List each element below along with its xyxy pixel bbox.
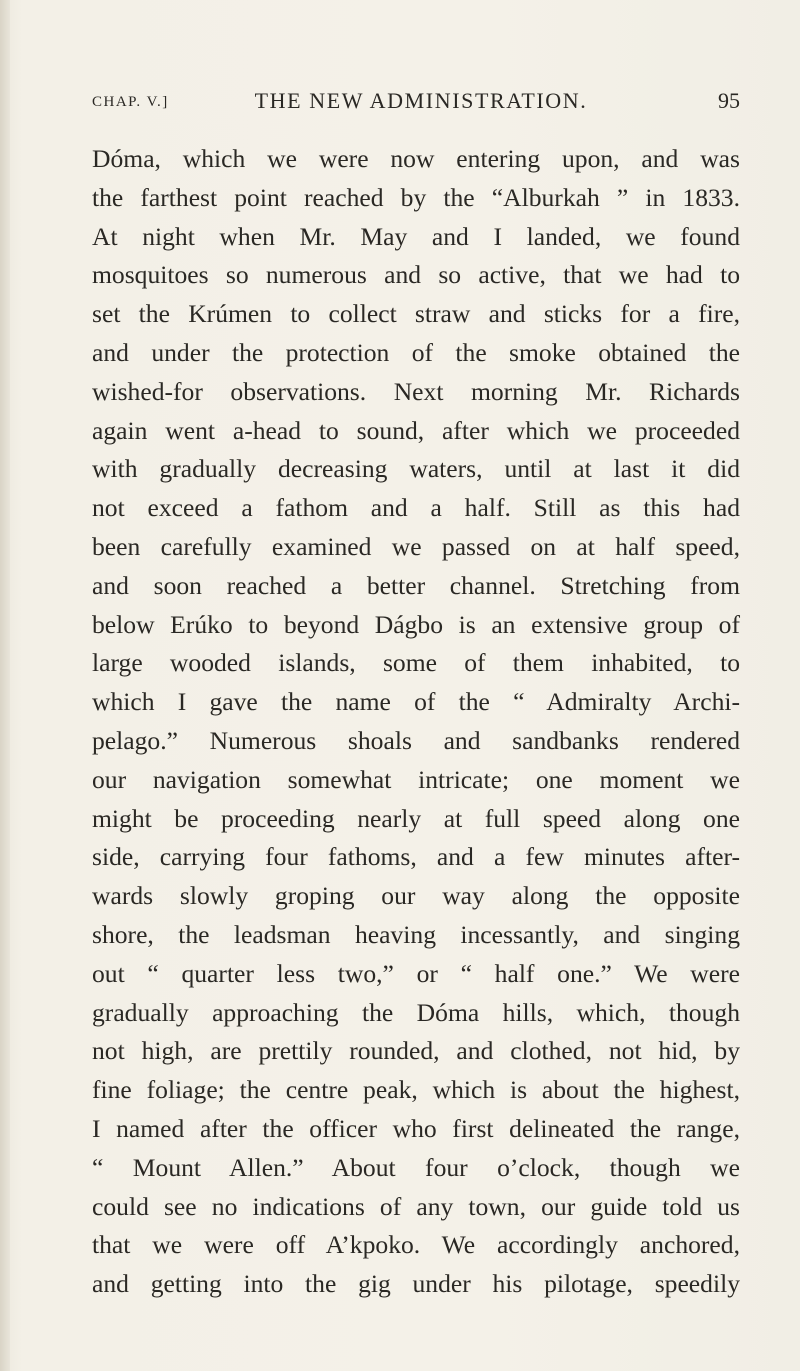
text-line: gradually approaching the Dóma hills, which, though (92, 997, 740, 1027)
text-line: might be proceeding nearly at full speed along one (92, 803, 740, 833)
text-line: “ Mount Allen.” About four o’clock, though we (92, 1152, 740, 1182)
text-line: been carefully examined we passed on at half speed, (92, 531, 740, 561)
body-text (92, 140, 740, 1304)
text-line: shore, the leadsman heaving incessantly, and singing (92, 919, 740, 949)
text-line: not exceed a fathom and a half. Still as this had (92, 493, 740, 523)
text-line: with gradually decreasing waters, until at last it did (92, 454, 740, 484)
text-line: set the Krúmen to collect straw and sticks for a fire, (92, 299, 740, 329)
text-line: I named after the officer who first delineated the range, (92, 1113, 740, 1143)
running-head (92, 88, 740, 118)
text-line: large wooded islands, some of them inhabited, to (92, 648, 740, 678)
chapter-title: THE NEW ADMINISTRATION. (254, 88, 588, 113)
text-line: side, carrying four fathoms, and a few minutes after- (92, 842, 740, 872)
text-line: the farthest point reached by the “Alburkah ” in 1833. (92, 182, 740, 212)
text-line: and getting into the gig under his pilotage, speedily (92, 1269, 740, 1299)
text-line: pelago.” Numerous shoals and sandbanks rendered (92, 725, 740, 755)
text-line: wished-for observations. Next morning Mr. Richards (92, 376, 740, 406)
text-line: fine foliage; the centre peak, which is about the highest, (92, 1075, 740, 1105)
text-line: again went a-head to sound, after which we proceeded (92, 415, 740, 445)
text-line: and under the protection of the smoke obtained the (92, 337, 740, 367)
text-line: which I gave the name of the “ Admiralty Archi- (92, 687, 740, 717)
text-line: could see no indications of any town, our guide told us (92, 1191, 740, 1221)
text-line: wards slowly groping our way along the opposite (92, 881, 740, 911)
text-line: mosquitoes so numerous and so active, that we had to (92, 260, 740, 290)
text-line: Dóma, which we were now entering upon, and was (92, 144, 740, 173)
page-gutter-edge (0, 0, 10, 1371)
page-number: 95 (718, 88, 740, 113)
text-line: At night when Mr. May and I landed, we found (92, 221, 740, 251)
text-line: that we were off A’kpoko. We accordingly anchored, (92, 1230, 740, 1260)
text-line: out “ quarter less two,” or “ half one.” We were (92, 958, 740, 988)
chapter-label: CHAP. V.] (92, 94, 169, 110)
text-line: below Erúko to beyond Dágbo is an extensive group of (92, 609, 740, 639)
text-line: not high, are prettily rounded, and clothed, not hid, by (92, 1036, 740, 1066)
text-line: and soon reached a better channel. Stretching from (92, 570, 740, 600)
text-line: our navigation somewhat intricate; one moment we (92, 764, 740, 794)
